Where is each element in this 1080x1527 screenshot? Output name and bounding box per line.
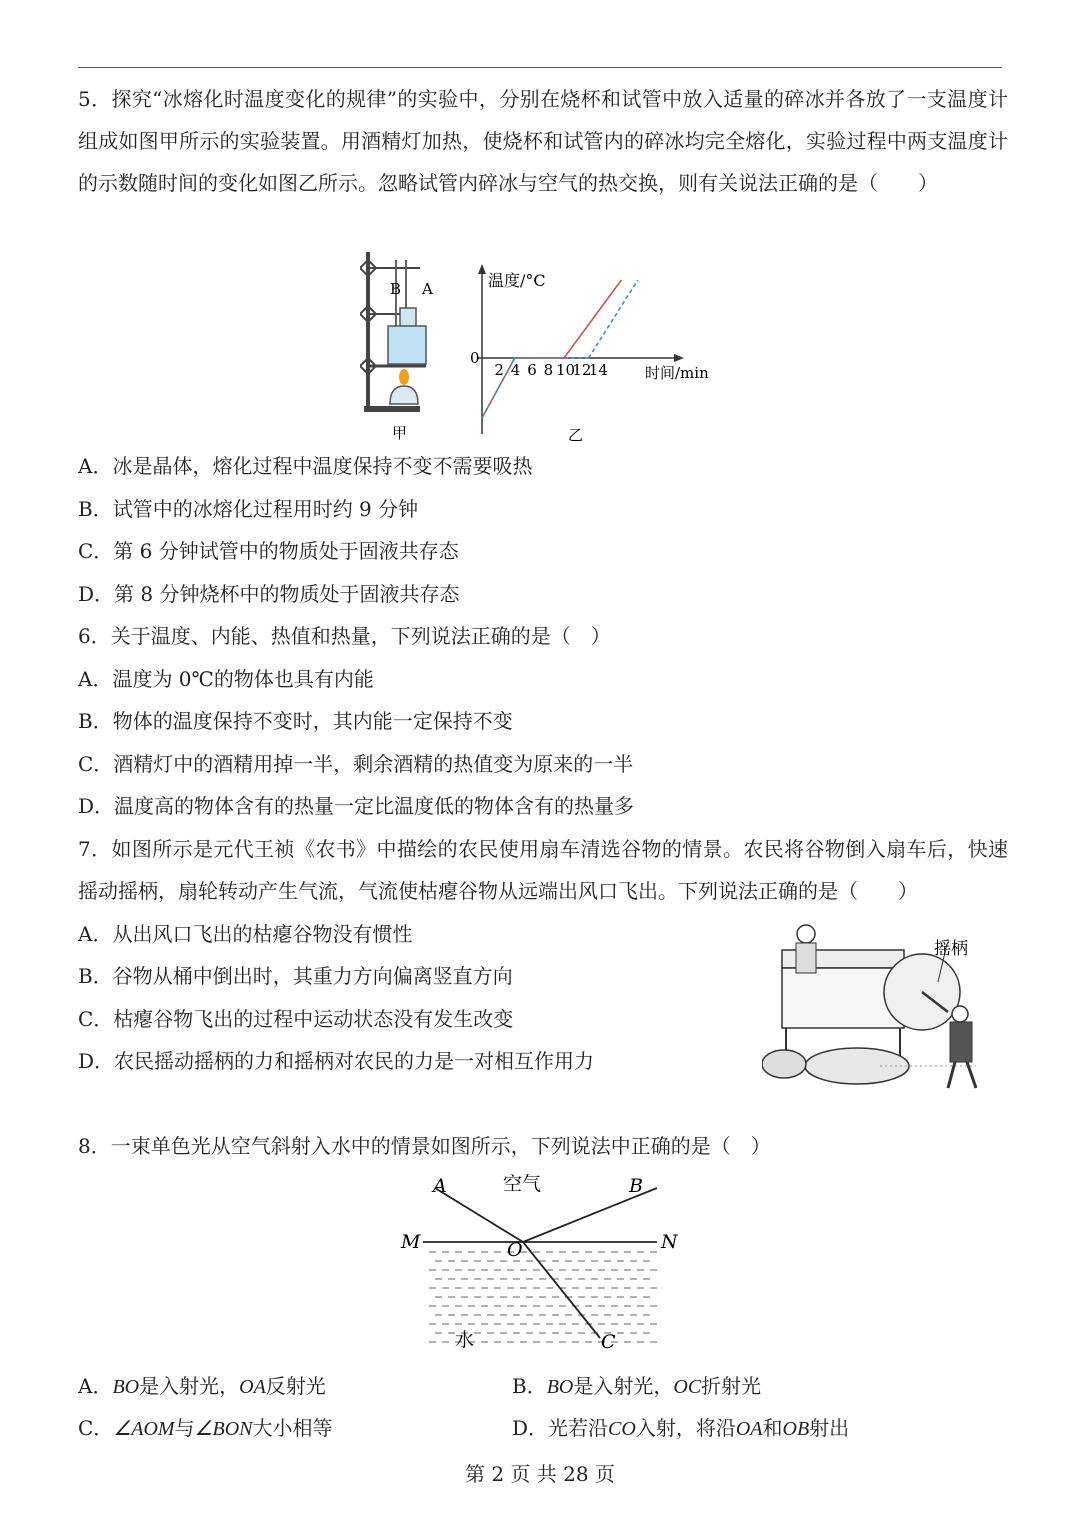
q8-stem: 8．一束单色光从空气斜射入水中的情景如图所示，下列说法中正确的是（ ）	[78, 1134, 771, 1158]
q5-stem: 5．探究“冰熔化时温度变化的规律”的实验中，分别在烧杯和试管中放入适量的碎冰并各放了一支温度计组成如图甲所示的实验装置。用酒精灯加热，使烧杯和试管内的碎冰均完全熔化，实验过程中两支温度计的示数随时间的变化如图乙所示。忽略试管内碎冰与空气的热交换，则有关说法正确的是（ ）	[78, 87, 1008, 195]
q7-option-c: C．枯瘪谷物飞出的过程中运动状态没有发生改变	[78, 1007, 514, 1031]
q8-option-d-text-1: 光若沿	[548, 1416, 609, 1440]
q7-option-b: B．谷物从桶中倒出时，其重力方向偏离竖直方向	[78, 964, 513, 988]
q7-option-d: D．农民摇动摇柄的力和摇柄对农民的力是一对相互作用力	[78, 1049, 595, 1073]
y-axis-label: 温度/°C	[488, 271, 546, 290]
caption-yi: 乙	[568, 426, 584, 444]
q8-option-b	[512, 1372, 761, 1401]
beaker	[388, 326, 426, 364]
label-b: B	[390, 280, 402, 298]
crank-handle-label: 摇柄	[934, 939, 968, 959]
q5-option-d: D．第 8 分钟烧杯中的物质处于固液共存态	[78, 582, 460, 606]
flame	[399, 369, 409, 385]
q6-stem: 6．关于温度、内能、热值和热量，下列说法正确的是（ ）	[78, 624, 611, 648]
q6-option-a: A．温度为 0℃的物体也具有内能	[78, 667, 374, 691]
label-a: A	[422, 280, 433, 298]
q8-option-b-ray-1: BO	[546, 1376, 574, 1398]
q5-option-c: C．第 6 分钟试管中的物质处于固液共存态	[78, 539, 459, 563]
farmer-right-head	[952, 1006, 968, 1022]
header-rule	[78, 67, 1002, 68]
air-label: 空气	[503, 1173, 542, 1195]
q8-option-a-ray-2: OA	[239, 1376, 266, 1398]
point-a-label: A	[433, 1175, 447, 1197]
q8-option-a-prefix: A．	[78, 1374, 113, 1398]
q8-option-b-text-2: 折射光	[701, 1374, 762, 1398]
x-tick-label: 4	[510, 361, 521, 379]
q6-option-b: B．物体的温度保持不变时，其内能一定保持不变	[78, 709, 513, 733]
q8-option-a-ray-1: BO	[112, 1376, 140, 1398]
point-n-label: N	[661, 1231, 678, 1253]
q8-option-b-prefix: B．	[512, 1374, 547, 1398]
q8-option-d-text-2: 入射，将沿	[635, 1416, 736, 1440]
q6-option-d: D．温度高的物体含有的热量一定比温度低的物体含有的热量多	[78, 794, 635, 818]
q8-option-c-prefix: C．	[78, 1416, 114, 1440]
q8-option-a	[78, 1372, 326, 1401]
q8-option-a-text-1: 是入射光，	[139, 1374, 240, 1398]
q8-option-c-angle-2: ∠BON	[194, 1418, 253, 1440]
q7-winnowing-machine-illustration	[762, 916, 992, 1094]
q8-option-d-ray-3: OB	[782, 1418, 810, 1440]
point-c-label: C	[601, 1331, 616, 1353]
q5-option-b: B．试管中的冰熔化过程用时约 9 分钟	[78, 497, 419, 521]
x-tick-label: 14	[588, 361, 608, 379]
q5-temperature-chart	[462, 262, 732, 444]
q8-option-c	[78, 1414, 333, 1443]
x-tick-label: 6	[527, 361, 537, 379]
q8-option-a-text-2: 反射光	[265, 1374, 326, 1398]
caption-jia: 甲	[392, 424, 408, 442]
q8-option-d-ray-2: OA	[735, 1418, 763, 1440]
stand-base	[364, 406, 420, 412]
x-axis-label: 时间/min	[645, 364, 709, 382]
point-b-label: B	[629, 1175, 643, 1197]
q8-option-d-text-4: 射出	[809, 1416, 850, 1440]
farmer-right-body	[950, 1022, 972, 1062]
q7-option-a: A．从出风口飞出的枯瘪谷物没有惯性	[78, 922, 413, 946]
q8-option-d-prefix: D．	[512, 1416, 549, 1440]
x-tick-label: 12	[572, 361, 592, 379]
x-tick-label: 10	[556, 361, 576, 379]
x-tick-label: 8	[543, 361, 554, 379]
point-o-label: O	[507, 1239, 523, 1261]
grain-pile	[762, 1050, 806, 1078]
farmer-left-body	[796, 943, 816, 973]
q8-option-c-angle-1: ∠AOM	[113, 1418, 175, 1440]
page-footer: 第 2 页 共 28 页	[465, 1462, 615, 1486]
point-m-label: M	[401, 1231, 421, 1253]
q8-option-c-text-2: 大小相等	[252, 1416, 333, 1440]
ray-ao	[435, 1188, 523, 1242]
q5-apparatus-figure	[360, 246, 440, 446]
alcohol-lamp	[390, 386, 418, 404]
q5-option-a: A．冰是晶体，熔化过程中温度保持不变不需要吸热	[78, 454, 533, 478]
grain-basket	[805, 1048, 909, 1084]
q8-option-b-text-1: 是入射光，	[573, 1374, 674, 1398]
origin-label: 0	[470, 349, 480, 367]
q8-option-d-ray-1: CO	[608, 1418, 636, 1440]
q7-stem: 7．如图所示是元代王祯《农书》中描绘的农民使用扇车清选谷物的情景。农民将谷物倒入扇车后，快速摇动摇柄，扇轮转动产生气流，气流使枯瘪谷物从远端出风口飞出。下列说法正确的是（ ）	[78, 837, 1008, 903]
water-label: 水	[455, 1329, 475, 1351]
q6-option-c: C．酒精灯中的酒精用掉一半，剩余酒精的热值变为原来的一半	[78, 752, 634, 776]
q8-option-d	[512, 1414, 849, 1443]
farmer-left-head	[797, 925, 815, 943]
q8-refraction-figure	[395, 1166, 687, 1364]
x-tick-label: 2	[494, 361, 504, 379]
q8-option-d-text-3: 和	[762, 1416, 783, 1440]
q8-option-b-ray-2: OC	[673, 1376, 702, 1398]
q8-option-c-text-1: 与	[174, 1416, 195, 1440]
